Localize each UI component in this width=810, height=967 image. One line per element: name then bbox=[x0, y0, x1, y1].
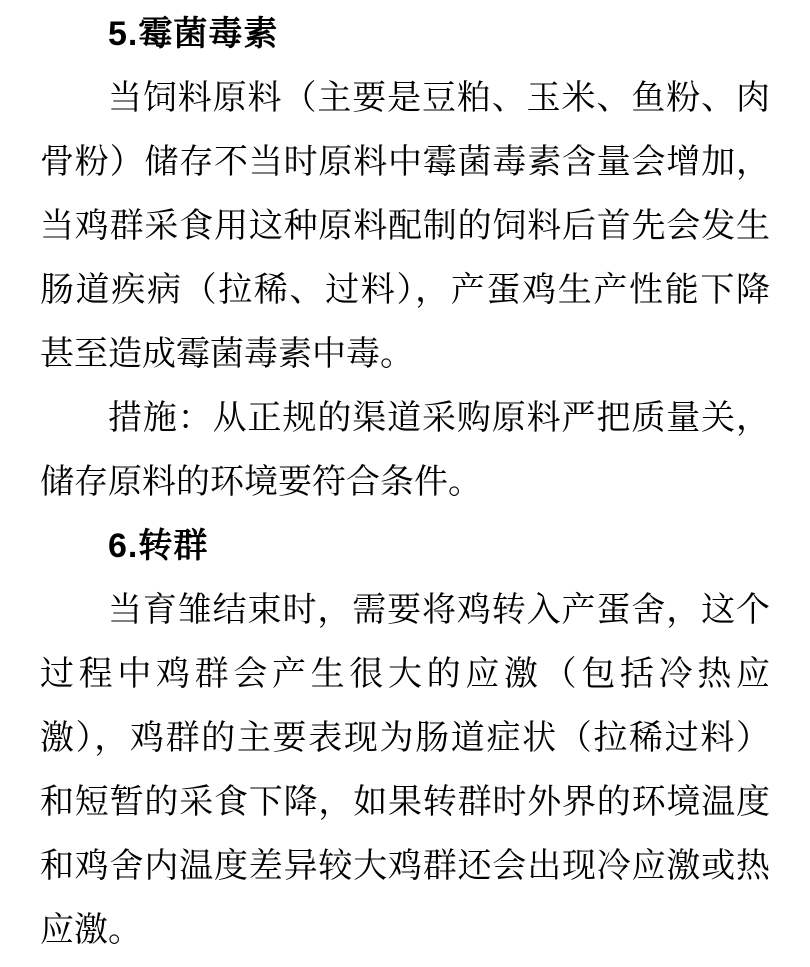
section-heading-mycotoxin: 5.霉菌毒素 bbox=[108, 15, 279, 53]
text-line: 和鸡舍内温度差异较大鸡群还会出现冷应激或热 bbox=[40, 847, 770, 885]
text-line: 应激。 bbox=[40, 911, 142, 949]
text-line: 过程中鸡群会产生很大的应激（包括冷热应 bbox=[40, 655, 770, 693]
text-line: 措施：从正规的渠道采购原料严把质量关， bbox=[108, 399, 770, 437]
text-line: 当鸡群采食用这种原料配制的饲料后首先会发生 bbox=[40, 207, 770, 245]
text-line: 肠道疾病（拉稀、过料），产蛋鸡生产性能下降 bbox=[40, 271, 770, 309]
text-line: 骨粉）储存不当时原料中霉菌毒素含量会增加， bbox=[40, 143, 770, 181]
text-line: 和短暂的采食下降，如果转群时外界的环境温度 bbox=[40, 783, 770, 821]
text-line: 当育雏结束时，需要将鸡转入产蛋舍，这个 bbox=[108, 591, 770, 629]
text-line: 储存原料的环境要符合条件。 bbox=[40, 463, 482, 501]
text-line: 甚至造成霉菌毒素中毒。 bbox=[40, 335, 414, 373]
text-line: 当饲料原料（主要是豆粕、玉米、鱼粉、肉 bbox=[108, 79, 770, 117]
section-heading-flock-transfer: 6.转群 bbox=[108, 527, 209, 565]
text-line: 激），鸡群的主要表现为肠道症状（拉稀过料） bbox=[40, 719, 770, 757]
